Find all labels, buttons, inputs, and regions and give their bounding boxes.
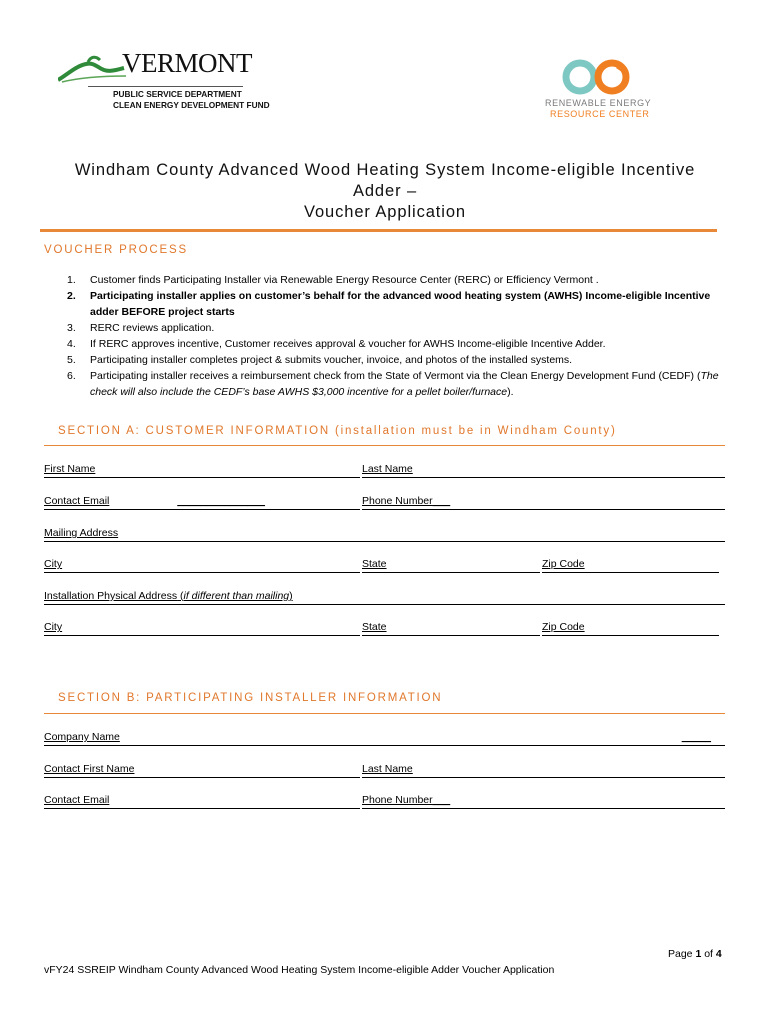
contact-first-name-field[interactable]: Contact First Name (44, 763, 360, 778)
last-name-field[interactable]: Last Name (362, 463, 725, 478)
first-name-field[interactable]: First Name (44, 463, 360, 478)
installation-city-field[interactable]: City (44, 621, 360, 636)
list-item: 2. Participating installer applies on customer’s behalf for the advanced wood heating system (AWHS) Income-eligible Incentive adder BEFORE project starts (67, 290, 711, 318)
installer-phone-number-field[interactable]: Phone Number___ (362, 794, 725, 809)
voucher-process-heading: VOUCHER PROCESS (44, 244, 188, 256)
zip-code-field[interactable]: Zip Code (542, 558, 719, 573)
title-line-2: Adder – (352, 182, 418, 200)
installation-address-field[interactable]: Installation Physical Address (if different than mailing) (44, 590, 725, 605)
list-item: 4. If RERC approves incentive, Customer receives approval & voucher for AWHS Income-eligible Incentive Adder. (67, 338, 606, 350)
phone-number-field[interactable]: Phone Number___ (362, 495, 725, 510)
city-field[interactable]: City (44, 558, 360, 573)
logo-divider (88, 86, 243, 87)
vermont-logo-line2: CLEAN ENERGY DEVELOPMENT FUND (113, 100, 270, 110)
installation-zip-code-field[interactable]: Zip Code (542, 621, 719, 636)
installation-state-field[interactable]: State (362, 621, 540, 636)
vermont-wordmark: VERMONT (122, 48, 252, 78)
section-a-heading: SECTION A: CUSTOMER INFORMATION (installation must be in Windham County) (58, 425, 617, 437)
list-item: 1. Customer finds Participating Installer via Renewable Energy Resource Center (RERC) or Efficiency Vermont . (67, 274, 599, 286)
page-number: Page 1 of 4 (668, 948, 722, 960)
rerc-infinity-icon (558, 58, 638, 96)
rerc-logo-line2: RESOURCE CENTER (550, 109, 650, 119)
mailing-address-field[interactable]: Mailing Address (44, 527, 725, 542)
installer-last-name-field[interactable]: Last Name (362, 763, 725, 778)
title-divider (40, 229, 717, 232)
list-item: 3. RERC reviews application. (67, 322, 215, 334)
list-item: 6. Participating installer receives a reimbursement check from the State of Vermont via the Clean Energy Development Fund (CEDF) (The check will also include the CEDF’s base AWHS $3,000 incentive for a pellet boiler/furnace). (67, 370, 719, 398)
vermont-psd-logo (58, 40, 270, 130)
vermont-mountain-icon (58, 54, 128, 84)
footer-document-title: vFY24 SSREIP Windham County Advanced Wood Heating System Income-eligible Adder Voucher Application (44, 964, 555, 976)
list-item: 5. Participating installer completes project & submits voucher, invoice, and photos of the installed systems. (67, 354, 573, 366)
installer-contact-email-field[interactable]: Contact Email (44, 794, 360, 809)
voucher-steps-list (48, 272, 738, 400)
rerc-logo (540, 58, 660, 128)
page-title (40, 160, 730, 223)
rerc-logo-line1: RENEWABLE ENERGY (545, 98, 652, 108)
section-b-heading: SECTION B: PARTICIPATING INSTALLER INFORMATION (58, 692, 443, 704)
vermont-logo-line1: PUBLIC SERVICE DEPARTMENT (113, 89, 242, 99)
company-name-field[interactable]: Company Name _____ (44, 731, 725, 746)
contact-email-field[interactable]: Contact Email _______________ (44, 495, 360, 510)
title-line-1: Windham County Advanced Wood Heating System Income-eligible Incentive (74, 161, 696, 179)
title-line-3: Voucher Application (303, 203, 467, 221)
state-field[interactable]: State (362, 558, 540, 573)
section-b-divider (44, 713, 725, 714)
section-a-divider (44, 445, 725, 446)
